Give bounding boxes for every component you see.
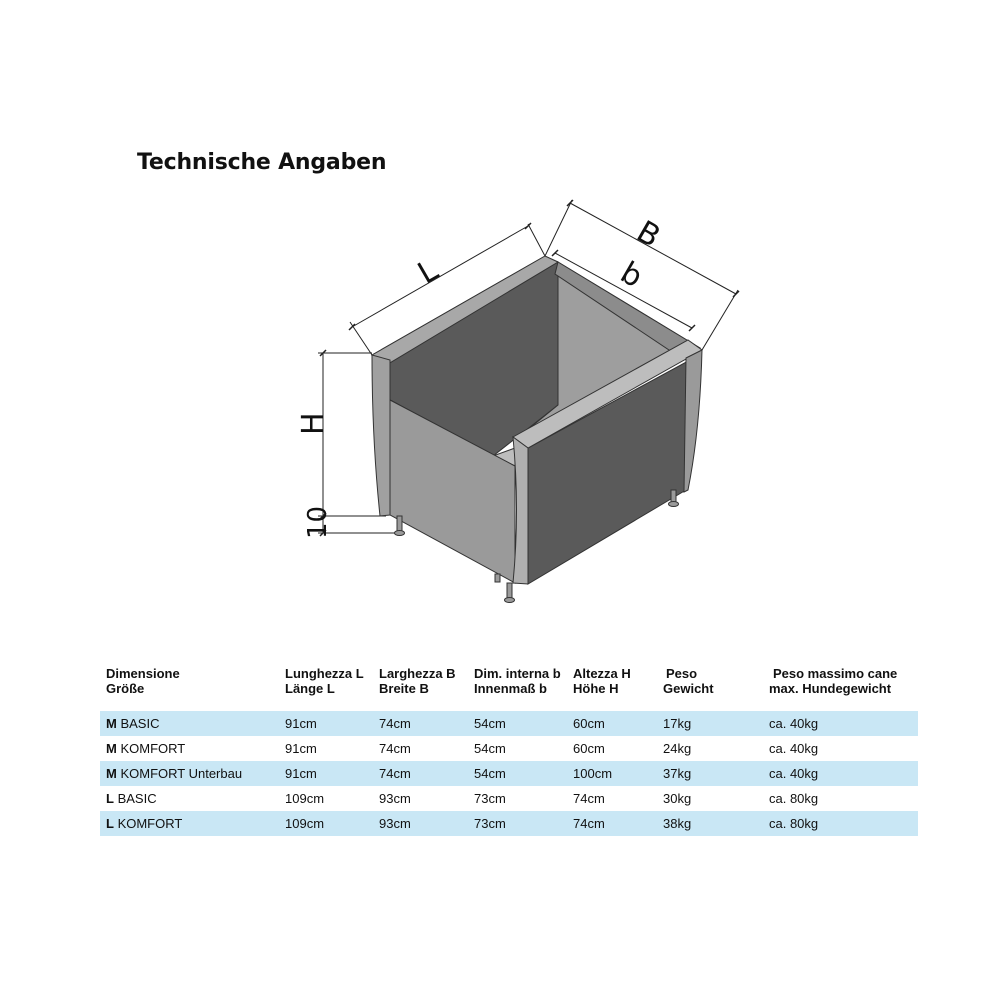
row-model: KOMFORT	[113, 816, 183, 831]
cell-length: 91cm	[285, 741, 317, 756]
page-title: Technische Angaben	[137, 150, 387, 175]
row-model: KOMFORT Unterbau	[116, 766, 243, 781]
row-size: M	[106, 716, 117, 731]
cell-inner-width: 54cm	[474, 766, 506, 781]
row-model: BASIC	[116, 716, 160, 731]
cell-width: 74cm	[379, 716, 411, 731]
header-weight: Peso Gewicht	[663, 666, 714, 696]
cell-max-dog-weight: ca. 40kg	[769, 741, 819, 756]
header-width: Larghezza B Breite B	[379, 666, 456, 696]
row-size: L	[106, 816, 114, 831]
cell-weight: 30kg	[663, 791, 692, 806]
table-row	[100, 786, 918, 811]
label-inner-width: b	[614, 255, 649, 296]
row-size: M	[106, 766, 117, 781]
cell-inner-width: 73cm	[474, 816, 506, 831]
cell-height: 60cm	[573, 716, 605, 731]
cell-weight: 38kg	[663, 816, 692, 831]
cell-width: 74cm	[379, 741, 411, 756]
header-height: Altezza H Höhe H	[573, 666, 631, 696]
table-row	[100, 711, 918, 736]
header-max-dog-weight: Peso massimo cane max. Hundegewicht	[769, 666, 898, 696]
label-leg-height: 10	[303, 505, 333, 539]
cell-weight: 17kg	[663, 716, 692, 731]
table-row	[100, 761, 918, 786]
header-size: Dimensione Größe	[106, 666, 180, 696]
cell-inner-width: 54cm	[474, 716, 506, 731]
table-row	[100, 811, 918, 836]
row-size: L	[106, 791, 114, 806]
cell-length: 91cm	[285, 766, 317, 781]
cell-width: 93cm	[379, 791, 411, 806]
label-length: L	[412, 252, 445, 292]
spec-table-header	[100, 666, 918, 708]
cell-inner-width: 54cm	[474, 741, 506, 756]
spec-table-body	[100, 711, 918, 836]
cell-length: 91cm	[285, 716, 317, 731]
table-row	[100, 736, 918, 761]
cell-max-dog-weight: ca. 40kg	[769, 716, 819, 731]
cell-height: 100cm	[573, 766, 613, 781]
cell-weight: 37kg	[663, 766, 692, 781]
row-model: BASIC	[113, 791, 157, 806]
cell-max-dog-weight: ca. 80kg	[769, 816, 819, 831]
spec-table	[100, 666, 918, 836]
header-length: Lunghezza L Länge L	[285, 666, 364, 696]
label-height: H	[296, 412, 331, 435]
cell-length: 109cm	[285, 791, 325, 806]
cell-max-dog-weight: ca. 40kg	[769, 766, 819, 781]
cell-max-dog-weight: ca. 80kg	[769, 791, 819, 806]
row-model: KOMFORT	[116, 741, 186, 756]
cell-weight: 24kg	[663, 741, 692, 756]
cell-inner-width: 73cm	[474, 791, 506, 806]
cell-height: 74cm	[573, 816, 605, 831]
cell-height: 60cm	[573, 741, 605, 756]
cell-height: 74cm	[573, 791, 605, 806]
cell-width: 74cm	[379, 766, 411, 781]
row-size: M	[106, 741, 117, 756]
cell-width: 93cm	[379, 816, 411, 831]
cell-length: 109cm	[285, 816, 325, 831]
label-width: B	[630, 214, 666, 255]
header-inner-width: Dim. interna b Innenmaß b	[474, 666, 561, 696]
dog-bed-technical-drawing	[280, 190, 760, 610]
